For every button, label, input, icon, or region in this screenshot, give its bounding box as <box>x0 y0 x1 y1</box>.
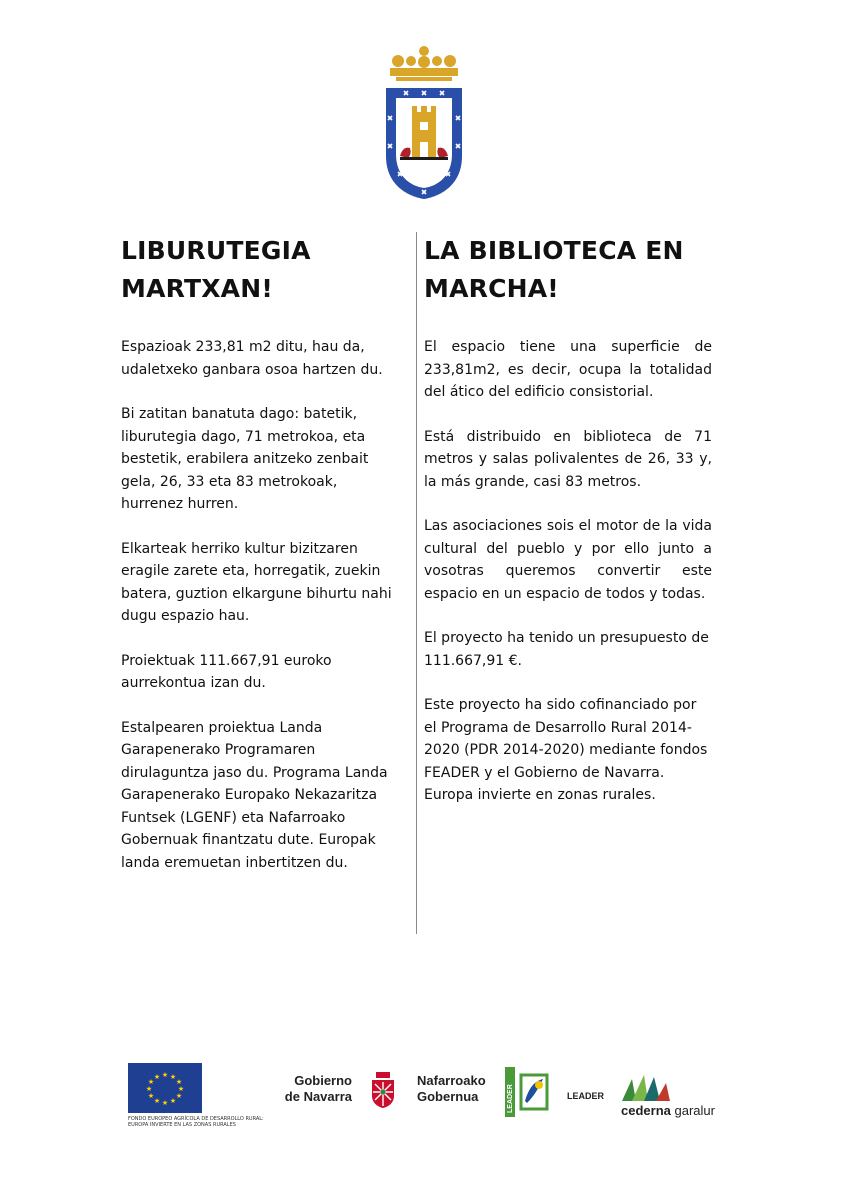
spanish-title <box>424 232 712 308</box>
gobierno-navarra-text <box>284 1073 352 1105</box>
eu-caption <box>128 1116 268 1128</box>
eu-flag-icon <box>128 1063 202 1113</box>
gob-eu-line2: Gobernua <box>417 1089 479 1104</box>
svg-text:★: ★ <box>145 1085 153 1093</box>
funding-logos <box>0 1055 848 1135</box>
svg-text:★: ★ <box>147 1078 155 1086</box>
svg-text:★: ★ <box>161 1099 169 1107</box>
gob-es-line2: de Navarra <box>284 1089 352 1104</box>
basque-paragraph: Estalpearen proiektua Landa Garapenerako Programaren dirulaguntza jaso du. Programa Landa Garapenerako Europako Nekazaritza Funtsek (LGENF) eta Nafarroako Gobernuak finantzatu dute. Europak landa eremuetan inbertitzen du. <box>121 719 388 871</box>
cederna-rest: garalur <box>670 1103 715 1118</box>
nafarroako-gobernua-text <box>417 1073 497 1105</box>
svg-text:★: ★ <box>175 1078 183 1086</box>
svg-text:★: ★ <box>169 1073 177 1081</box>
svg-text:★: ★ <box>169 1097 177 1105</box>
municipal-crest-icon <box>382 44 466 204</box>
leader-logo-icon <box>505 1067 551 1117</box>
leader-label: LEADER <box>567 1091 605 1101</box>
spanish-paragraph: El espacio tiene una superficie de 233,81m2, es decir, ocupa la totalidad del ático del edificio consistorial. <box>424 339 712 400</box>
basque-paragraph: Proiektuak 111.667,91 euroko aurrekontua izan du. <box>121 652 332 691</box>
svg-text:★: ★ <box>177 1085 185 1093</box>
svg-text:★: ★ <box>161 1071 169 1079</box>
basque-title-line1: LIBURUTEGIA <box>121 236 311 265</box>
navarra-shield-icon <box>357 1070 409 1110</box>
spanish-paragraph: Este proyecto ha sido cofinanciado por el Programa de Desarrollo Rural 2014-2020 (PDR 2014-2020) mediante fondos FEADER y el Gobierno de Navarra. Europa invierte en zonas rurales. <box>424 697 708 803</box>
gob-es-line1: Gobierno <box>294 1073 352 1088</box>
cederna-garalur-text <box>621 1103 715 1118</box>
svg-text:★: ★ <box>153 1097 161 1105</box>
eu-caption-line2: EUROPA INVIERTE EN LAS ZONAS RURALES <box>128 1122 236 1128</box>
basque-title <box>121 232 393 308</box>
svg-text:★: ★ <box>175 1092 183 1100</box>
spanish-paragraph: Está distribuido en biblioteca de 71 metros y salas polivalentes de 26, 33 y, la más grande, casi 83 metros. <box>424 428 712 490</box>
eu-caption-line1: FONDO EUROPEO AGRÍCOLA DE DESARROLLO RURAL: <box>128 1116 264 1122</box>
basque-column <box>121 232 393 896</box>
spanish-paragraph: El proyecto ha tenido un presupuesto de 111.667,91 €. <box>424 630 709 669</box>
svg-text:★: ★ <box>147 1092 155 1100</box>
gob-eu-line1: Nafarroako <box>417 1073 486 1088</box>
basque-title-line2: MARTXAN! <box>121 274 273 303</box>
basque-paragraph: Bi zatitan banatuta dago: batetik, liburutegia dago, 71 metrokoa, eta bestetik, erabilera anitzeko zenbait gela, 26, 33 eta 83 metrokoak, hurrenez hurren. <box>121 406 369 512</box>
spanish-paragraph: Las asociaciones sois el motor de la vida cultural del pueblo y por ello junto a vosotras queremos convertir este espacio en un espacio de todos y todas. <box>424 518 712 602</box>
leader-vertical-label: LEADER <box>507 1084 514 1113</box>
column-divider <box>416 232 417 934</box>
spanish-column <box>424 232 712 829</box>
spanish-title-line1: LA BIBLIOTECA EN <box>424 236 684 265</box>
basque-paragraph: Elkarteak herriko kultur bizitzaren eragile zarete eta, horregatik, zuekin batera, guztion elkargune bihurtu nahi dugu espazio hau. <box>121 540 392 624</box>
spanish-title-line2: MARCHA! <box>424 274 559 303</box>
svg-text:★: ★ <box>153 1073 161 1081</box>
cederna-bold: cederna <box>621 1103 671 1118</box>
basque-paragraph: Espazioak 233,81 m2 ditu, hau da, udaletxeko ganbara osoa hartzen du. <box>121 339 383 378</box>
